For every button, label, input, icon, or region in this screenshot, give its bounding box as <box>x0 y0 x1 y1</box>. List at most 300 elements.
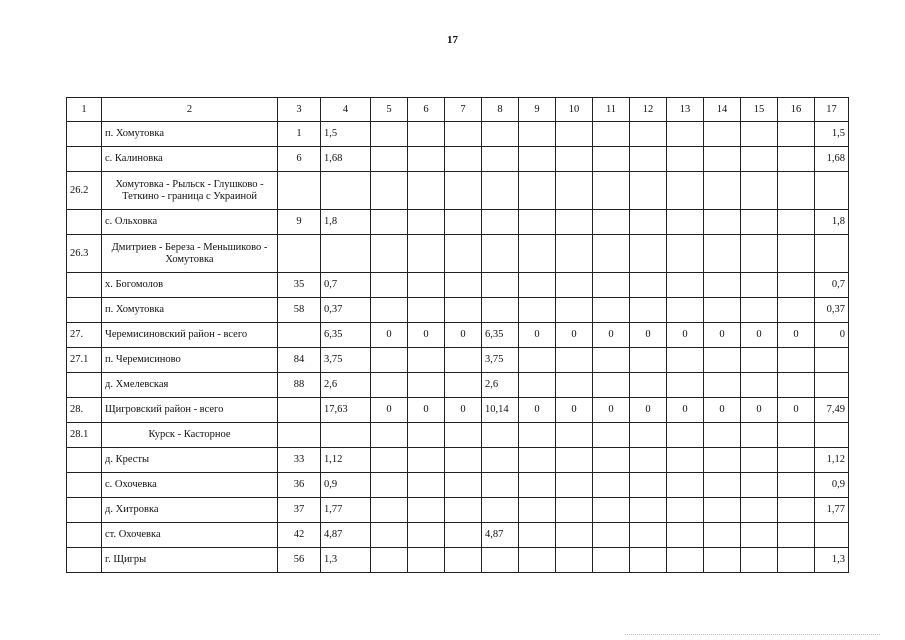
table-cell-col-14: 0 <box>704 398 741 423</box>
table-row <box>67 373 849 398</box>
table-cell-col-5 <box>371 172 408 210</box>
table-cell-col-2: с. Охочевка <box>102 473 278 498</box>
table-cell-col-13 <box>667 423 704 448</box>
table-cell-col-1 <box>67 548 102 573</box>
table-cell-col-13 <box>667 298 704 323</box>
table-cell-col-10 <box>556 348 593 373</box>
table-cell-col-6: 0 <box>408 398 445 423</box>
table-cell-col-12 <box>630 147 667 172</box>
table-cell-col-4: 0,37 <box>321 298 371 323</box>
table-cell-col-16 <box>778 498 815 523</box>
header-cell-12: 12 <box>630 98 667 122</box>
table-cell-col-16 <box>778 147 815 172</box>
table-cell-col-7 <box>445 298 482 323</box>
table-cell-col-12 <box>630 172 667 210</box>
table-cell-col-4: 1,8 <box>321 210 371 235</box>
table-cell-col-13 <box>667 172 704 210</box>
table-cell-col-9: 0 <box>519 398 556 423</box>
table-row <box>67 448 849 473</box>
table-cell-col-3: 1 <box>278 122 321 147</box>
table-cell-col-8 <box>482 548 519 573</box>
table-cell-col-4 <box>321 235 371 273</box>
table-cell-col-10 <box>556 273 593 298</box>
table-cell-col-10 <box>556 473 593 498</box>
table-cell-col-8 <box>482 498 519 523</box>
table-cell-col-11 <box>593 147 630 172</box>
table-cell-col-14 <box>704 423 741 448</box>
table-cell-col-5 <box>371 273 408 298</box>
table-cell-col-1 <box>67 298 102 323</box>
table-cell-col-14 <box>704 122 741 147</box>
table-cell-col-6 <box>408 473 445 498</box>
table-row <box>67 147 849 172</box>
table-cell-col-8: 3,75 <box>482 348 519 373</box>
table-cell-col-13: 0 <box>667 398 704 423</box>
table-cell-col-8 <box>482 423 519 448</box>
table-row <box>67 273 849 298</box>
table-cell-col-2: Хомутовка - Рыльск - Глушково - Теткино - граница с Украиной <box>102 172 278 210</box>
table-cell-col-3 <box>278 398 321 423</box>
table-cell-col-1 <box>67 523 102 548</box>
table-cell-col-10 <box>556 147 593 172</box>
table-cell-col-14 <box>704 147 741 172</box>
table-cell-col-3: 58 <box>278 298 321 323</box>
table-cell-col-2: Черемисиновский район - всего <box>102 323 278 348</box>
table-cell-col-6 <box>408 235 445 273</box>
header-cell-10: 10 <box>556 98 593 122</box>
table-cell-col-16 <box>778 423 815 448</box>
table-cell-col-12 <box>630 235 667 273</box>
table-cell-col-1: 27. <box>67 323 102 348</box>
header-cell-9: 9 <box>519 98 556 122</box>
table-row <box>67 348 849 373</box>
table-cell-col-12 <box>630 273 667 298</box>
table-cell-col-2: Дмитриев - Береза - Меньшиково - Хомутовка <box>102 235 278 273</box>
table-cell-col-8: 6,35 <box>482 323 519 348</box>
table-cell-col-7 <box>445 210 482 235</box>
table-cell-col-10 <box>556 498 593 523</box>
header-cell-17: 17 <box>815 98 849 122</box>
table-cell-col-15 <box>741 423 778 448</box>
table-cell-col-3: 36 <box>278 473 321 498</box>
table-cell-col-6 <box>408 147 445 172</box>
table-cell-col-4: 1,12 <box>321 448 371 473</box>
table-cell-col-13 <box>667 147 704 172</box>
table-cell-col-7: 0 <box>445 398 482 423</box>
table-cell-col-15 <box>741 523 778 548</box>
table-cell-col-3: 37 <box>278 498 321 523</box>
table-cell-col-17: 1,68 <box>815 147 849 172</box>
table-cell-col-7 <box>445 548 482 573</box>
table-cell-col-1 <box>67 448 102 473</box>
table-cell-col-4: 0,7 <box>321 273 371 298</box>
table-cell-col-6 <box>408 448 445 473</box>
table-cell-col-15 <box>741 210 778 235</box>
table-cell-col-12 <box>630 210 667 235</box>
table-cell-col-15 <box>741 273 778 298</box>
table-cell-col-7 <box>445 373 482 398</box>
table-cell-col-3: 42 <box>278 523 321 548</box>
table-cell-col-13 <box>667 373 704 398</box>
table-cell-col-12: 0 <box>630 398 667 423</box>
table-cell-col-10 <box>556 373 593 398</box>
table-cell-col-16 <box>778 473 815 498</box>
table-cell-col-12 <box>630 473 667 498</box>
table-cell-col-9: 0 <box>519 323 556 348</box>
table-cell-col-10 <box>556 122 593 147</box>
table-cell-col-8 <box>482 298 519 323</box>
header-cell-11: 11 <box>593 98 630 122</box>
table-cell-col-16 <box>778 298 815 323</box>
table-cell-col-17: 1,12 <box>815 448 849 473</box>
table-cell-col-12 <box>630 122 667 147</box>
table-cell-col-17 <box>815 373 849 398</box>
table-cell-col-2: с. Калиновка <box>102 147 278 172</box>
table-cell-col-2: х. Богомолов <box>102 273 278 298</box>
table-cell-col-17: 0 <box>815 323 849 348</box>
table-row <box>67 523 849 548</box>
table-cell-col-2: д. Хмелевская <box>102 373 278 398</box>
table-cell-col-2: Курск - Касторное <box>102 423 278 448</box>
table-cell-col-4: 6,35 <box>321 323 371 348</box>
header-row <box>67 98 849 122</box>
table-cell-col-10 <box>556 210 593 235</box>
table-row <box>67 323 849 348</box>
table-cell-col-9 <box>519 448 556 473</box>
table-cell-col-14 <box>704 210 741 235</box>
table-cell-col-17 <box>815 235 849 273</box>
table-cell-col-17: 0,7 <box>815 273 849 298</box>
table-cell-col-9 <box>519 273 556 298</box>
table-cell-col-14 <box>704 273 741 298</box>
table-cell-col-14: 0 <box>704 323 741 348</box>
table-cell-col-15 <box>741 448 778 473</box>
table-cell-col-14 <box>704 498 741 523</box>
table-cell-col-16 <box>778 122 815 147</box>
page-number: 17 <box>447 34 458 46</box>
table-cell-col-8: 4,87 <box>482 523 519 548</box>
table-cell-col-11 <box>593 235 630 273</box>
header-cell-2: 2 <box>102 98 278 122</box>
table-cell-col-7 <box>445 348 482 373</box>
table-cell-col-9 <box>519 235 556 273</box>
table-cell-col-4: 1,3 <box>321 548 371 573</box>
header-cell-3: 3 <box>278 98 321 122</box>
table-cell-col-13 <box>667 210 704 235</box>
table-cell-col-5 <box>371 473 408 498</box>
table-cell-col-11 <box>593 448 630 473</box>
table-cell-col-2: Щигровский район - всего <box>102 398 278 423</box>
table-cell-col-10 <box>556 448 593 473</box>
table-cell-col-5 <box>371 548 408 573</box>
table-cell-col-13: 0 <box>667 323 704 348</box>
table-cell-col-6 <box>408 172 445 210</box>
table-cell-col-9 <box>519 172 556 210</box>
table-cell-col-6 <box>408 423 445 448</box>
table-cell-col-15 <box>741 122 778 147</box>
table-cell-col-14 <box>704 473 741 498</box>
table-cell-col-16 <box>778 448 815 473</box>
table-cell-col-6: 0 <box>408 323 445 348</box>
header-cell-7: 7 <box>445 98 482 122</box>
table-cell-col-10: 0 <box>556 398 593 423</box>
table-cell-col-16: 0 <box>778 323 815 348</box>
table-cell-col-13 <box>667 273 704 298</box>
table-cell-col-9 <box>519 548 556 573</box>
table-cell-col-4: 0,9 <box>321 473 371 498</box>
table-cell-col-2: п. Хомутовка <box>102 298 278 323</box>
table-cell-col-13 <box>667 523 704 548</box>
table-cell-col-1 <box>67 273 102 298</box>
table-cell-col-3: 56 <box>278 548 321 573</box>
table-cell-col-14 <box>704 298 741 323</box>
table-cell-col-7: 0 <box>445 323 482 348</box>
table-cell-col-12: 0 <box>630 323 667 348</box>
table-cell-col-14 <box>704 373 741 398</box>
table-cell-col-8 <box>482 235 519 273</box>
table-cell-col-13 <box>667 473 704 498</box>
table-cell-col-3: 33 <box>278 448 321 473</box>
table-cell-col-15 <box>741 298 778 323</box>
table-cell-col-4 <box>321 172 371 210</box>
table-cell-col-10 <box>556 235 593 273</box>
table-cell-col-9 <box>519 423 556 448</box>
table-cell-col-1: 26.2 <box>67 172 102 210</box>
table-cell-col-15: 0 <box>741 323 778 348</box>
table-cell-col-16 <box>778 548 815 573</box>
table-cell-col-1: 26.3 <box>67 235 102 273</box>
table-cell-col-7 <box>445 147 482 172</box>
table-cell-col-1: 28.1 <box>67 423 102 448</box>
table-cell-col-14 <box>704 172 741 210</box>
table-cell-col-4: 1,68 <box>321 147 371 172</box>
table-cell-col-11: 0 <box>593 398 630 423</box>
table-row <box>67 235 849 273</box>
table-cell-col-15 <box>741 548 778 573</box>
table-cell-col-3: 84 <box>278 348 321 373</box>
table-cell-col-1: 27.1 <box>67 348 102 373</box>
table-cell-col-12 <box>630 373 667 398</box>
table-cell-col-17 <box>815 523 849 548</box>
table-cell-col-5 <box>371 498 408 523</box>
table-cell-col-17: 1,3 <box>815 548 849 573</box>
table-cell-col-11 <box>593 298 630 323</box>
header-cell-8: 8 <box>482 98 519 122</box>
table-cell-col-15 <box>741 373 778 398</box>
table-cell-col-9 <box>519 210 556 235</box>
table-cell-col-5: 0 <box>371 398 408 423</box>
table-cell-col-11 <box>593 523 630 548</box>
table-cell-col-8 <box>482 210 519 235</box>
table-cell-col-8 <box>482 473 519 498</box>
header-cell-16: 16 <box>778 98 815 122</box>
table-cell-col-8: 10,14 <box>482 398 519 423</box>
table-cell-col-15 <box>741 473 778 498</box>
table-cell-col-5 <box>371 235 408 273</box>
table-cell-col-13 <box>667 235 704 273</box>
table-cell-col-12 <box>630 448 667 473</box>
table-cell-col-11 <box>593 548 630 573</box>
table-cell-col-9 <box>519 498 556 523</box>
table-cell-col-11 <box>593 172 630 210</box>
table-cell-col-1: 28. <box>67 398 102 423</box>
table-cell-col-7 <box>445 273 482 298</box>
table-cell-col-11 <box>593 210 630 235</box>
table-row <box>67 473 849 498</box>
table-cell-col-9 <box>519 523 556 548</box>
table-cell-col-14 <box>704 235 741 273</box>
table-cell-col-9 <box>519 473 556 498</box>
table-cell-col-11 <box>593 122 630 147</box>
table-row <box>67 298 849 323</box>
table-cell-col-6 <box>408 210 445 235</box>
table-cell-col-7 <box>445 122 482 147</box>
table-cell-col-10 <box>556 172 593 210</box>
table-cell-col-7 <box>445 523 482 548</box>
table-cell-col-16 <box>778 235 815 273</box>
table-cell-col-17: 7,49 <box>815 398 849 423</box>
table-cell-col-10 <box>556 548 593 573</box>
table-cell-col-17 <box>815 423 849 448</box>
table-cell-col-1 <box>67 147 102 172</box>
table-cell-col-11: 0 <box>593 323 630 348</box>
table-cell-col-7 <box>445 473 482 498</box>
table-cell-col-12 <box>630 548 667 573</box>
table-cell-col-11 <box>593 373 630 398</box>
table-row <box>67 172 849 210</box>
table-cell-col-15: 0 <box>741 398 778 423</box>
table-cell-col-16 <box>778 523 815 548</box>
table-cell-col-6 <box>408 298 445 323</box>
table-cell-col-5 <box>371 348 408 373</box>
table-cell-col-8 <box>482 448 519 473</box>
table-cell-col-12 <box>630 498 667 523</box>
table-cell-col-6 <box>408 548 445 573</box>
table-cell-col-17: 1,8 <box>815 210 849 235</box>
table-cell-col-4 <box>321 423 371 448</box>
table-cell-col-5 <box>371 373 408 398</box>
table-cell-col-11 <box>593 473 630 498</box>
table-row <box>67 548 849 573</box>
table-cell-col-4: 1,77 <box>321 498 371 523</box>
table-row <box>67 423 849 448</box>
table-cell-col-7 <box>445 423 482 448</box>
table-cell-col-11 <box>593 498 630 523</box>
table-cell-col-2: ст. Охочевка <box>102 523 278 548</box>
table-cell-col-10 <box>556 423 593 448</box>
table-cell-col-16 <box>778 273 815 298</box>
table-cell-col-14 <box>704 548 741 573</box>
table-cell-col-10: 0 <box>556 323 593 348</box>
table-cell-col-6 <box>408 523 445 548</box>
header-cell-6: 6 <box>408 98 445 122</box>
table-cell-col-16 <box>778 172 815 210</box>
table-cell-col-12 <box>630 348 667 373</box>
table-cell-col-1 <box>67 473 102 498</box>
table-row <box>67 498 849 523</box>
table-cell-col-7 <box>445 235 482 273</box>
table-cell-col-9 <box>519 373 556 398</box>
table-cell-col-13 <box>667 122 704 147</box>
table-cell-col-6 <box>408 273 445 298</box>
table-cell-col-3: 35 <box>278 273 321 298</box>
table-cell-col-17 <box>815 172 849 210</box>
table-cell-col-17: 1,5 <box>815 122 849 147</box>
table-cell-col-5 <box>371 298 408 323</box>
table-row <box>67 398 849 423</box>
table-cell-col-4: 3,75 <box>321 348 371 373</box>
table-cell-col-5 <box>371 210 408 235</box>
table-cell-col-13 <box>667 548 704 573</box>
header-cell-4: 4 <box>321 98 371 122</box>
table-cell-col-5 <box>371 423 408 448</box>
table-cell-col-4: 2,6 <box>321 373 371 398</box>
header-cell-14: 14 <box>704 98 741 122</box>
table-cell-col-2: г. Щигры <box>102 548 278 573</box>
table-cell-col-1 <box>67 122 102 147</box>
table-cell-col-9 <box>519 147 556 172</box>
table-cell-col-17 <box>815 348 849 373</box>
table-cell-col-6 <box>408 373 445 398</box>
table-cell-col-14 <box>704 348 741 373</box>
table-cell-col-11 <box>593 273 630 298</box>
table-cell-col-3 <box>278 323 321 348</box>
table-cell-col-10 <box>556 523 593 548</box>
table-cell-col-9 <box>519 348 556 373</box>
table-cell-col-8 <box>482 122 519 147</box>
table-cell-col-5 <box>371 523 408 548</box>
table-cell-col-15 <box>741 348 778 373</box>
table-cell-col-12 <box>630 523 667 548</box>
table-cell-col-12 <box>630 298 667 323</box>
table-cell-col-15 <box>741 498 778 523</box>
table-cell-col-7 <box>445 172 482 210</box>
scan-artifact-line <box>625 634 880 637</box>
table-cell-col-2: д. Хитровка <box>102 498 278 523</box>
table-cell-col-15 <box>741 147 778 172</box>
table-cell-col-1 <box>67 210 102 235</box>
table-cell-col-14 <box>704 448 741 473</box>
table-cell-col-15 <box>741 235 778 273</box>
table-row <box>67 122 849 147</box>
table-row <box>67 210 849 235</box>
table-cell-col-16: 0 <box>778 398 815 423</box>
table-cell-col-13 <box>667 448 704 473</box>
table-cell-col-7 <box>445 498 482 523</box>
table-cell-col-11 <box>593 348 630 373</box>
table-cell-col-4: 17,63 <box>321 398 371 423</box>
table-cell-col-3: 88 <box>278 373 321 398</box>
table-cell-col-9 <box>519 122 556 147</box>
table-cell-col-4: 4,87 <box>321 523 371 548</box>
table-cell-col-8 <box>482 147 519 172</box>
table-cell-col-13 <box>667 348 704 373</box>
table-cell-col-4: 1,5 <box>321 122 371 147</box>
table-cell-col-10 <box>556 298 593 323</box>
table-cell-col-3 <box>278 235 321 273</box>
table-cell-col-11 <box>593 423 630 448</box>
table-cell-col-17: 0,37 <box>815 298 849 323</box>
table-cell-col-2: д. Кресты <box>102 448 278 473</box>
data-table <box>66 97 849 573</box>
table-cell-col-3 <box>278 172 321 210</box>
table-cell-col-12 <box>630 423 667 448</box>
table-cell-col-5 <box>371 122 408 147</box>
table-cell-col-2: с. Ольховка <box>102 210 278 235</box>
table-cell-col-7 <box>445 448 482 473</box>
table-cell-col-8 <box>482 273 519 298</box>
table-cell-col-6 <box>408 498 445 523</box>
